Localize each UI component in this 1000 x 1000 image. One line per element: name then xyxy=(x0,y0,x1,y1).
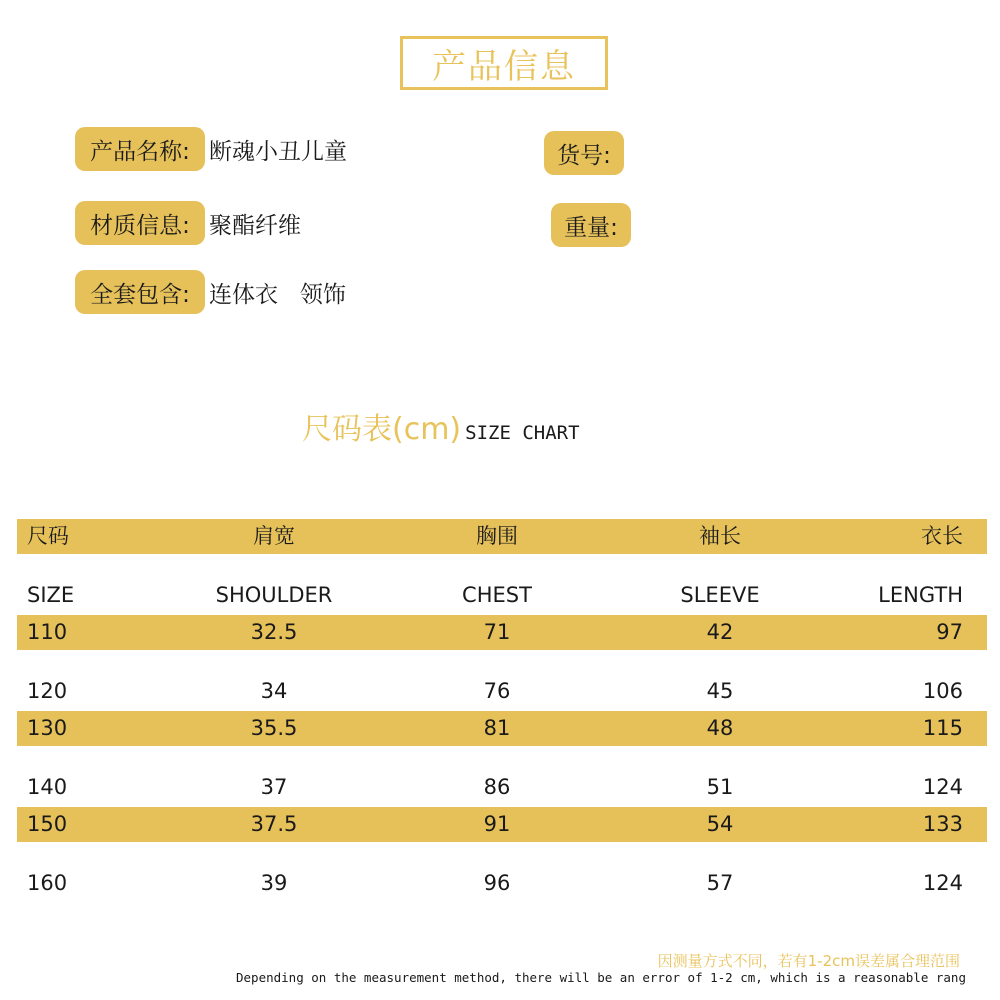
header-cell: 胸围 xyxy=(476,524,518,548)
table-row xyxy=(17,855,987,903)
name-label: 产品名称: xyxy=(75,127,205,171)
table-cell: 35.5 xyxy=(250,716,298,740)
weight-label: 重量: xyxy=(551,203,631,247)
table-cell: 120 xyxy=(27,679,68,703)
header-cell: SHOULDER xyxy=(215,583,333,607)
table-cell: 51 xyxy=(706,775,734,799)
table-cell: 42 xyxy=(706,620,734,644)
table-header-en xyxy=(17,567,987,615)
table-cell: 97 xyxy=(936,620,963,644)
info-row-sku xyxy=(544,131,624,175)
table-cell: 37.5 xyxy=(250,812,298,836)
size-chart-title-en: SIZE CHART xyxy=(465,422,580,444)
info-row-name xyxy=(75,127,347,171)
table-cell: 34 xyxy=(260,679,288,703)
header-cell: 袖长 xyxy=(699,524,741,548)
table-cell: 45 xyxy=(706,679,734,703)
table-cell: 130 xyxy=(27,716,68,740)
header-cell: SLEEVE xyxy=(680,583,760,607)
table-cell: 160 xyxy=(27,871,68,895)
table-cell: 115 xyxy=(922,716,963,740)
table-cell: 37 xyxy=(260,775,288,799)
table-row xyxy=(17,759,987,807)
product-info-title-box xyxy=(400,36,608,90)
header-cell: 衣长 xyxy=(921,524,963,548)
table-cell: 48 xyxy=(706,716,734,740)
table-cell: 106 xyxy=(922,679,963,703)
table-cell: 124 xyxy=(922,775,963,799)
table-cell: 76 xyxy=(483,679,511,703)
name-value: 断魂小丑儿童 xyxy=(209,138,347,165)
header-cell: CHEST xyxy=(462,583,532,607)
table-cell: 57 xyxy=(706,871,734,895)
table-cell: 133 xyxy=(922,812,963,836)
measurement-note-en: Depending on the measurement method, there will be an error of 1-2 cm, which is a reasonable rang xyxy=(236,970,966,985)
measurement-note-cn: 因测量方式不同，若有1-2cm误差属合理范围 xyxy=(657,952,960,970)
set-label: 全套包含: xyxy=(75,270,205,314)
material-value: 聚酯纤维 xyxy=(209,212,301,239)
material-label: 材质信息: xyxy=(75,201,205,245)
header-cell: SIZE xyxy=(27,583,75,607)
table-row xyxy=(17,711,987,746)
table-row xyxy=(17,807,987,842)
table-cell: 86 xyxy=(483,775,511,799)
table-cell: 150 xyxy=(27,812,68,836)
header-cell: 尺码 xyxy=(27,524,69,548)
table-cell: 39 xyxy=(260,871,288,895)
info-row-set xyxy=(75,270,346,314)
product-info-title: 产品信息 xyxy=(432,46,576,87)
sku-label: 货号: xyxy=(544,131,624,175)
table-cell: 32.5 xyxy=(250,620,298,644)
table-cell: 54 xyxy=(706,812,734,836)
header-cell: LENGTH xyxy=(878,583,963,607)
size-chart-title-cn: 尺码表(cm) xyxy=(302,412,462,447)
info-row-material xyxy=(75,201,301,245)
table-cell: 71 xyxy=(483,620,511,644)
table-cell: 81 xyxy=(483,716,511,740)
table-cell: 96 xyxy=(483,871,511,895)
size-chart-title xyxy=(302,404,580,448)
table-cell: 140 xyxy=(27,775,68,799)
table-cell: 124 xyxy=(922,871,963,895)
header-cell: 肩宽 xyxy=(253,524,295,548)
set-value: 连体衣 领饰 xyxy=(209,281,346,308)
table-header-cn xyxy=(17,519,987,554)
table-cell: 91 xyxy=(483,812,511,836)
table-cell: 110 xyxy=(27,620,68,644)
table-row xyxy=(17,615,987,650)
size-table xyxy=(17,519,987,903)
info-row-weight xyxy=(551,203,631,247)
table-row xyxy=(17,663,987,711)
